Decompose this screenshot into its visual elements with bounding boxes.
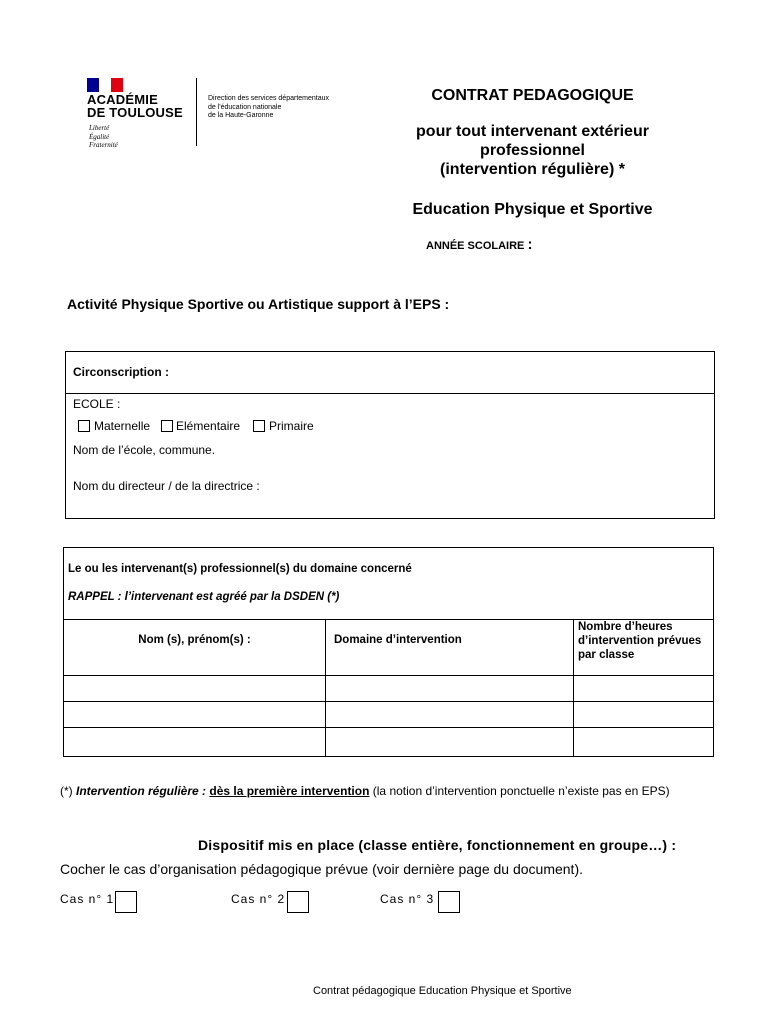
box-divider: [66, 393, 714, 394]
table-line: [64, 727, 713, 728]
page-footer: Contrat pédagogique Education Physique et Sportive: [313, 985, 572, 997]
motto-line2: Égalité: [89, 132, 110, 141]
table-line: [325, 619, 326, 756]
elementaire-checkbox[interactable]: [161, 420, 173, 432]
table-line: [573, 619, 574, 756]
cas-2-label: Cas n° 2: [231, 892, 286, 906]
note-rest: (la notion d’intervention ponctuelle n’existe pas en EPS): [369, 784, 670, 798]
apsa-label: Activité Physique Sportive ou Artistique support à l’EPS :: [67, 296, 450, 312]
subtitle-line2: professionnel: [480, 142, 585, 159]
logo-divider: [196, 78, 197, 146]
republic-flag-logo: [87, 78, 123, 92]
cas-2-checkbox[interactable]: [287, 891, 309, 913]
table-line: [64, 675, 713, 676]
intervention-note: [60, 784, 670, 798]
maternelle-checkbox[interactable]: [78, 420, 90, 432]
page-title: CONTRAT PEDAGOGIQUE: [431, 87, 634, 104]
dispositif-instruction: Cocher le cas d’organisation pédagogique prévue (voir dernière page du document).: [60, 861, 583, 877]
subtitle-line1: pour tout intervenant extérieur: [416, 123, 649, 140]
direction-label: [208, 95, 329, 121]
intervenants-heading: Le ou les intervenant(s) professionnel(s) du domaine concerné: [68, 563, 412, 575]
school-info-box: [65, 351, 715, 519]
cas-1-checkbox[interactable]: [115, 891, 137, 913]
note-emph: Intervention régulière :: [76, 784, 207, 798]
column-header-nom: Nom (s), prénom(s) :: [138, 634, 251, 646]
academie-name: [87, 93, 183, 119]
academie-line1: ACADÉMIE: [87, 92, 158, 107]
primaire-checkbox[interactable]: [253, 420, 265, 432]
note-underlined: dès la première intervention: [209, 784, 370, 798]
motto-line3: Fraternité: [89, 141, 118, 149]
cas-3-label: Cas n° 3: [380, 892, 435, 906]
directeur-label: Nom du directeur / de la directrice :: [73, 479, 260, 493]
nom-ecole-label: Nom de l’école, commune.: [73, 443, 216, 457]
direction-line1: Direction des services départementaux: [208, 95, 330, 102]
column-header-heures: Nombre d’heures d’intervention prévues par classe: [578, 621, 702, 661]
dispositif-title: Dispositif mis en place (classe entière, fonctionnement en groupe…) :: [198, 837, 677, 853]
elementaire-label: Elémentaire: [176, 419, 241, 433]
note-prefix: (*): [60, 784, 76, 798]
cas-1-label: Cas n° 1: [60, 892, 115, 906]
ecole-label: ECOLE :: [73, 397, 121, 411]
republic-motto: [89, 124, 118, 150]
rappel-text: RAPPEL : l’intervenant est agréé par la DSDEN (*): [68, 591, 340, 603]
subtitle-line3: (intervention régulière) *: [440, 161, 625, 178]
annee-colon: :: [527, 236, 533, 253]
academie-line2: DE TOULOUSE: [87, 105, 183, 120]
intervenants-table: [63, 547, 714, 757]
direction-line3: de la Haute-Garonne: [208, 112, 274, 119]
annee-scolaire: [426, 236, 532, 253]
annee-label: ANNÉE SCOLAIRE: [426, 240, 525, 252]
circonscription-label: Circonscription :: [73, 365, 170, 379]
direction-line2: de l'éducation nationale: [208, 103, 282, 111]
cas-3-checkbox[interactable]: [438, 891, 460, 913]
primaire-label: Primaire: [269, 419, 314, 433]
motto-line1: Liberté: [89, 124, 110, 132]
table-line: [64, 701, 713, 702]
column-header-domaine: Domaine d’intervention: [334, 634, 462, 646]
maternelle-label: Maternelle: [94, 419, 151, 433]
discipline-title: Education Physique et Sportive: [412, 201, 653, 218]
